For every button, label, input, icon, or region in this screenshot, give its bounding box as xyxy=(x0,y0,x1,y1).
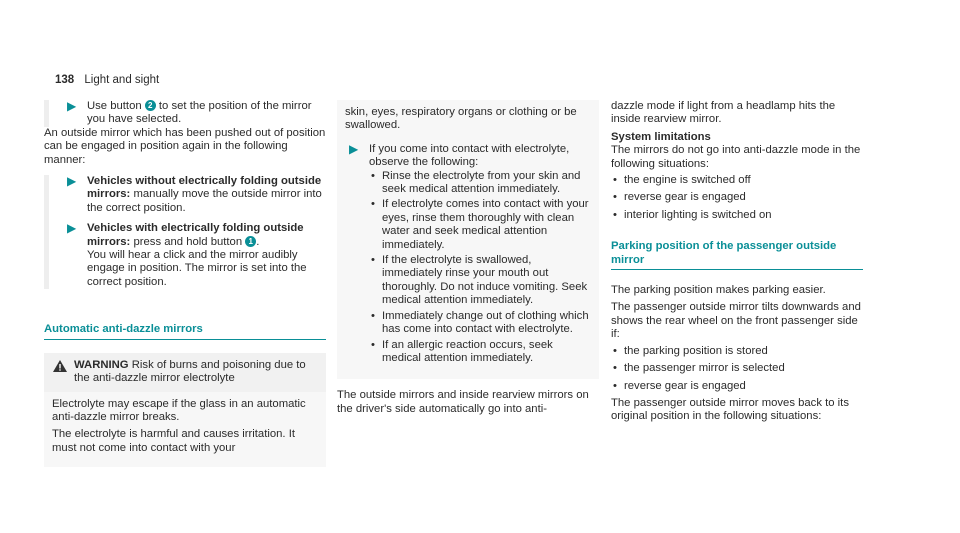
step-manual-mirror: ▶ Vehicles without electrically folding outside mirrors: manually move the outside mirror into the correct position. xyxy=(67,174,322,214)
warning-box-continued: skin, eyes, respiratory organs or clothing or be swallowed. ▶ If you come into contact with electrolyte, observe the following: • Rinse the electrolyte from your skin and seek medical attention immediately. • If electrolyte comes into contact with your eyes, rinse them thoroughly with clean water and seek medical attention immediately. • If the electrolyte is swallowed, immediately rinse your mouth out thoroughly. Do not induce vomiting. Seek medical attention immediately. • Immediately change out of clothing which has come into contact with electrolyte. • If an allergic reaction occurs, seek medical attention immediately. xyxy=(337,100,599,379)
warning-title: Risk of burns and poisoning due to the anti-dazzle mirror electrolyte xyxy=(74,358,306,385)
step-arrow-icon: ▶ xyxy=(67,99,77,113)
system-limitations-list xyxy=(611,174,863,222)
list-item: • the engine is switched off xyxy=(611,174,863,187)
list-item: • Rinse the electrolyte from your skin and seek medical attention immediately. xyxy=(369,170,591,197)
warning-box xyxy=(44,353,326,467)
parking-conditions-list xyxy=(611,345,863,393)
instruction-sidebar-2 xyxy=(44,175,326,289)
list-item: • If an allergic reaction occurs, seek medical attention immediately. xyxy=(369,339,591,366)
step-electrolyte-contact: ▶ If you come into contact with electrolyte, observe the following: • Rinse the electrolyte from your skin and seek medical attention immediately. • If electrolyte comes into contact with your eyes, rinse them thoroughly with clean water and seek medical attention immediately. • If the electrolyte is swallowed, immediately rinse your mouth out thoroughly. Do not induce vomiting. Seek medical attention immediately. • Immediately change out of clothing which has come into contact with electrolyte. • If an allergic reaction occurs, seek medical attention immediately. xyxy=(345,143,591,366)
page-header xyxy=(55,74,159,87)
column-1 xyxy=(44,100,326,467)
list-item: • the parking position is stored xyxy=(611,345,863,358)
anti-dazzle-heading: Automatic anti-dazzle mirrors xyxy=(44,323,326,339)
column-3: dazzle mode if light from a headlamp hits the inside rearview mirror. System limitations The mirrors do not go into anti-dazzle mode in the following situations: • the engine is switched off • reverse gear is engaged • interior lighting is switched on Parking position of the passenger outside mirror The parking position makes parking easier. The passenger outside mirror tilts downwards and shows the rear wheel on the front passenger side if: • the parking position is stored • the passenger mirror is selected • reverse gear is engaged The passenger outside mirror moves back to its original position in the following situations: xyxy=(611,100,863,424)
warning-triangle-icon xyxy=(53,360,67,372)
list-item: • reverse gear is engaged xyxy=(611,380,863,393)
list-item: • If the electrolyte is swallowed, immediately rinse your mouth out thoroughly. Do not induce vomiting. Seek medical attention immediately. xyxy=(369,254,591,308)
warning-label: WARNING xyxy=(74,358,129,371)
step-electric-mirror: ▶ Vehicles with electrically folding outside mirrors: press and hold button 1 . You will hear a click and the mirror audibly engage in position. The mirror is set into the correct position. xyxy=(67,221,307,288)
button-1-icon: 1 xyxy=(245,236,256,247)
step-arrow-icon: ▶ xyxy=(67,221,77,236)
list-item: • interior lighting is switched on xyxy=(611,209,863,222)
system-limitations-heading: System limitations xyxy=(611,130,711,143)
first-aid-list xyxy=(369,170,591,366)
anti-dazzle-paragraph: The outside mirrors and inside rearview mirrors on the driver's side automatically go into anti- xyxy=(337,389,589,415)
warning-body: Electrolyte may escape if the glass in an automatic anti-dazzle mirror breaks. The electrolyte is harmful and causes irritation. It must not come into contact with your xyxy=(44,392,326,468)
instruction-sidebar xyxy=(44,100,326,127)
pushed-out-paragraph: An outside mirror which has been pushed out of position can be engaged in position again in the following manner: xyxy=(44,126,326,166)
list-item: • reverse gear is engaged xyxy=(611,191,863,204)
step-select-mirror: ▶ Use button 2 to set the position of the mirror you have selected. xyxy=(67,99,312,126)
page-number: 138 xyxy=(55,74,75,86)
column-2 xyxy=(337,100,599,416)
parking-position-heading: Parking position of the passenger outside mirror xyxy=(611,240,863,270)
step-arrow-icon: ▶ xyxy=(67,174,77,189)
section-title: Light and sight xyxy=(84,74,160,86)
step-arrow-icon: ▶ xyxy=(349,141,359,156)
list-item: • If electrolyte comes into contact with your eyes, rinse them thoroughly with clean water and seek medical attention immediately. xyxy=(369,198,591,252)
list-item: • the passenger mirror is selected xyxy=(611,362,863,375)
button-2-icon: 2 xyxy=(145,100,156,111)
list-item: • Immediately change out of clothing which has come into contact with electrolyte. xyxy=(369,310,591,337)
warning-header xyxy=(44,353,326,392)
